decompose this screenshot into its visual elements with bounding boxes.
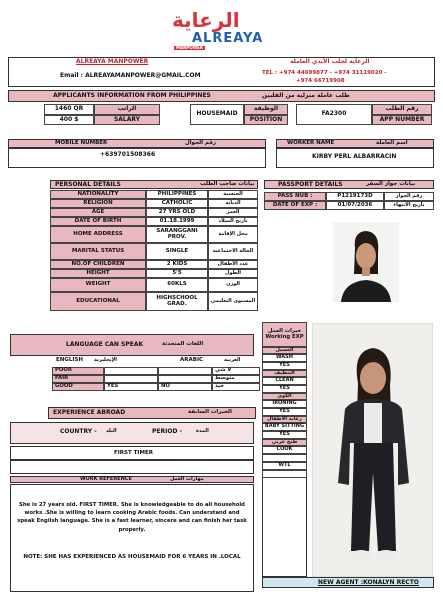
- logo-arabic: الرعاية: [172, 8, 240, 32]
- work-reference-label: WORK REFERENCE: [80, 476, 132, 482]
- app-number-label: APP NUMBER: [372, 115, 432, 125]
- personal-row-ar: الطول: [208, 269, 258, 278]
- passport-exp-label: DATE OF EXP :: [264, 201, 326, 210]
- passport-header-label: PASSPORT DETAILS: [278, 181, 343, 188]
- skill-label-ar: الغسيل: [262, 347, 307, 354]
- skill-label-ar: رعاية الأطفال: [262, 416, 307, 423]
- passport-number-ar: رقم الجواز: [384, 192, 434, 201]
- personal-row-label: HOME ADDRESS: [50, 226, 146, 243]
- skill-label: CLEAN: [262, 377, 307, 385]
- experience-entry: FIRST TIMER: [114, 450, 153, 456]
- language-level-ar: جيد: [212, 383, 260, 391]
- mobile-value: +639701508366: [100, 151, 156, 158]
- skill-value: YES: [262, 408, 307, 416]
- language-level-ar: متوسط: [212, 375, 260, 383]
- experience-header-ar: الخبرات السابقة: [188, 409, 232, 415]
- app-number-label-ar: رقم الطلب: [372, 104, 432, 115]
- experience-header-label: EXPERIENCE ABROAD: [53, 409, 126, 416]
- worker-label: WORKER NAME: [287, 140, 335, 146]
- passport-exp-value: 01/07/2036: [326, 201, 384, 210]
- personal-header-label: PERSONAL DETAILS: [55, 181, 121, 188]
- experience-country: COUNTRY -: [60, 428, 97, 435]
- position-value: HOUSEMAID: [190, 104, 244, 125]
- personal-header-ar: بيانات صاحب الطلب: [200, 181, 255, 187]
- agent-name: NEW AGENT :KONALYN RECTO: [318, 579, 419, 586]
- personal-row-value: 01.18.1999: [146, 217, 208, 226]
- skill-label: WASH: [262, 354, 307, 362]
- salary-usd: 400 $: [44, 115, 94, 125]
- experience-country-ar: البلد: [106, 428, 117, 434]
- passport-exp-ar: تاريخ الانتهاء: [384, 201, 434, 210]
- position-label-ar: الوظيفة: [244, 104, 288, 115]
- mobile-header: [8, 139, 266, 148]
- personal-row-value: HIGHSCHOOL GRAD.: [146, 292, 208, 311]
- skills-header-ar: خبرات العمل: [267, 327, 302, 334]
- skill-value: [262, 454, 307, 462]
- personal-row-ar: الجنسية: [208, 190, 258, 199]
- personal-row-ar: الديانة: [208, 199, 258, 208]
- passport-header-ar: بيانات جواز السفر: [366, 181, 416, 187]
- language-level-label: POOR: [52, 367, 104, 375]
- skill-value: YES: [262, 362, 307, 370]
- skill-label-ar: التنظيف: [262, 370, 307, 377]
- personal-row-label: EDUCATIONAL: [50, 292, 146, 311]
- company-tel: TEL : +974 44699877 - +974 31119020 -: [262, 70, 387, 76]
- skill-value: [262, 470, 307, 478]
- skill-label: COOK: [262, 446, 307, 454]
- language-level-english: [104, 367, 158, 375]
- passport-number-value: P1219173D: [326, 192, 384, 201]
- lang-arabic: ARABIC: [180, 357, 204, 363]
- applicants-header: APPLICANTS INFORMATION FROM PHILIPPINES: [53, 92, 211, 99]
- salary-label-ar: الراتب: [94, 104, 160, 115]
- language-header-ar: اللغات المتحدثة: [162, 341, 204, 347]
- logo-tagline: MANPOWER: [176, 45, 203, 50]
- personal-row-value: PHILIPPINES: [146, 190, 208, 199]
- company-email: Email : ALREAYAMANPOWER@GMAIL.COM: [60, 72, 201, 79]
- work-reference-ar: مهارات العمل: [170, 476, 204, 482]
- skills-header-label: Working EXP: [265, 333, 304, 340]
- experience-period-ar: المدة: [196, 428, 209, 434]
- personal-row-value: 27 YRS OLD: [146, 208, 208, 217]
- personal-row-value: CATHOLIC: [146, 199, 208, 208]
- language-level-english: YES: [104, 383, 158, 391]
- section-title-ar: طلب عاملة منزلية من الفلبين: [262, 92, 350, 99]
- company-name-en: ALREAYA MANPOWER: [76, 58, 149, 65]
- language-header-label: LANGUAGE CAN SPEAK: [66, 341, 144, 348]
- salary-label: SALARY: [94, 115, 160, 125]
- personal-row-value: 5'5: [146, 269, 208, 278]
- language-level-arabic: NO: [158, 383, 212, 391]
- passport-number-label: PASS NUB :: [264, 192, 326, 201]
- personal-row-ar: المستوى التعليمي: [208, 292, 258, 311]
- personal-row-ar: تاريخ الميلاد: [208, 217, 258, 226]
- skill-value: YES: [262, 431, 307, 439]
- company-name-ar: الرعاية لجلب الأيدي العاملة: [290, 58, 370, 65]
- remarks-note: NOTE: SHE HAS EXPERIENCED AS HOUSEMAID FOR 6 YEARS IN .LOCAL: [23, 554, 241, 560]
- personal-row-value: SINGLE: [146, 243, 208, 260]
- skill-label: IRONING: [262, 400, 307, 408]
- personal-row-label: MARITAL STATUS: [50, 243, 146, 260]
- personal-row-label: DATE OF BIRTH: [50, 217, 146, 226]
- logo-latin: ALREAYA: [192, 31, 264, 46]
- skill-label: WTL: [262, 462, 307, 470]
- personal-row-ar: محل الإقامة: [208, 226, 258, 243]
- personal-row-ar: العمر: [208, 208, 258, 217]
- language-level-ar: لا شي: [212, 367, 260, 375]
- personal-details-table: [50, 190, 258, 311]
- experience-period: PERIOD -: [152, 428, 183, 435]
- personal-row-label: WEIGHT: [50, 278, 146, 292]
- language-level-english: [104, 375, 158, 383]
- experience-columns: [10, 422, 254, 444]
- lang-english-ar: الإنجليزية: [94, 357, 118, 363]
- experience-blank-row: [10, 460, 254, 474]
- personal-row-label: RELIGION: [50, 199, 146, 208]
- personal-row-ar: الحالة الاجتماعية: [208, 243, 258, 260]
- applicant-full-body-photo: [312, 323, 433, 577]
- salary-qr: 1460 QR: [44, 104, 94, 115]
- lang-english: ENGLISH: [56, 357, 83, 363]
- worker-name: KIRBY PERL ALBARRACIN: [312, 153, 397, 160]
- personal-row-value: 60KLS: [146, 278, 208, 292]
- skill-label-ar: الكوي: [262, 393, 307, 400]
- language-level-label: GOOD: [52, 383, 104, 391]
- skills-header: [262, 322, 307, 347]
- remarks-body: She is 27 years old. FIRST TIMER. She is knowledgeable to do all household works .She is willing to learn cooking Arabic foods. Can understand and speak English language. She is a fast learner, sincere and can finish her task properly.: [17, 502, 247, 533]
- personal-row-label: NO.OF CHILDREN: [50, 260, 146, 269]
- mobile-label: MOBILE NUMBER: [55, 140, 108, 146]
- personal-row-label: AGE: [50, 208, 146, 217]
- lang-arabic-ar: العربية: [224, 357, 241, 363]
- app-number-value: FA2300: [296, 104, 372, 125]
- company-logo: [166, 10, 282, 50]
- company-tel-2: +974 66719908: [296, 78, 345, 84]
- skill-value: YES: [262, 385, 307, 393]
- personal-row-ar: الوزن: [208, 278, 258, 292]
- language-level-label: FAIR: [52, 375, 104, 383]
- personal-row-label: HEIGHT: [50, 269, 146, 278]
- personal-row-value: SARANGGANI PROV.: [146, 226, 208, 243]
- language-level-arabic: [158, 375, 212, 383]
- language-level-arabic: [158, 367, 212, 375]
- personal-row-value: 2 KIDS: [146, 260, 208, 269]
- applicant-portrait-photo: [333, 222, 399, 302]
- work-reference-bar: [10, 476, 254, 483]
- mobile-label-ar: رقم الجوال: [185, 140, 217, 146]
- personal-row-ar: عدد الأطفال: [208, 260, 258, 269]
- personal-row-label: NATIONALITY: [50, 190, 146, 199]
- skill-label-ar: طبخ عربي: [262, 439, 307, 446]
- worker-label-ar: اسم العاملة: [376, 140, 408, 146]
- skill-label: BABY SITTING: [262, 423, 307, 431]
- position-label: POSITION: [244, 115, 288, 125]
